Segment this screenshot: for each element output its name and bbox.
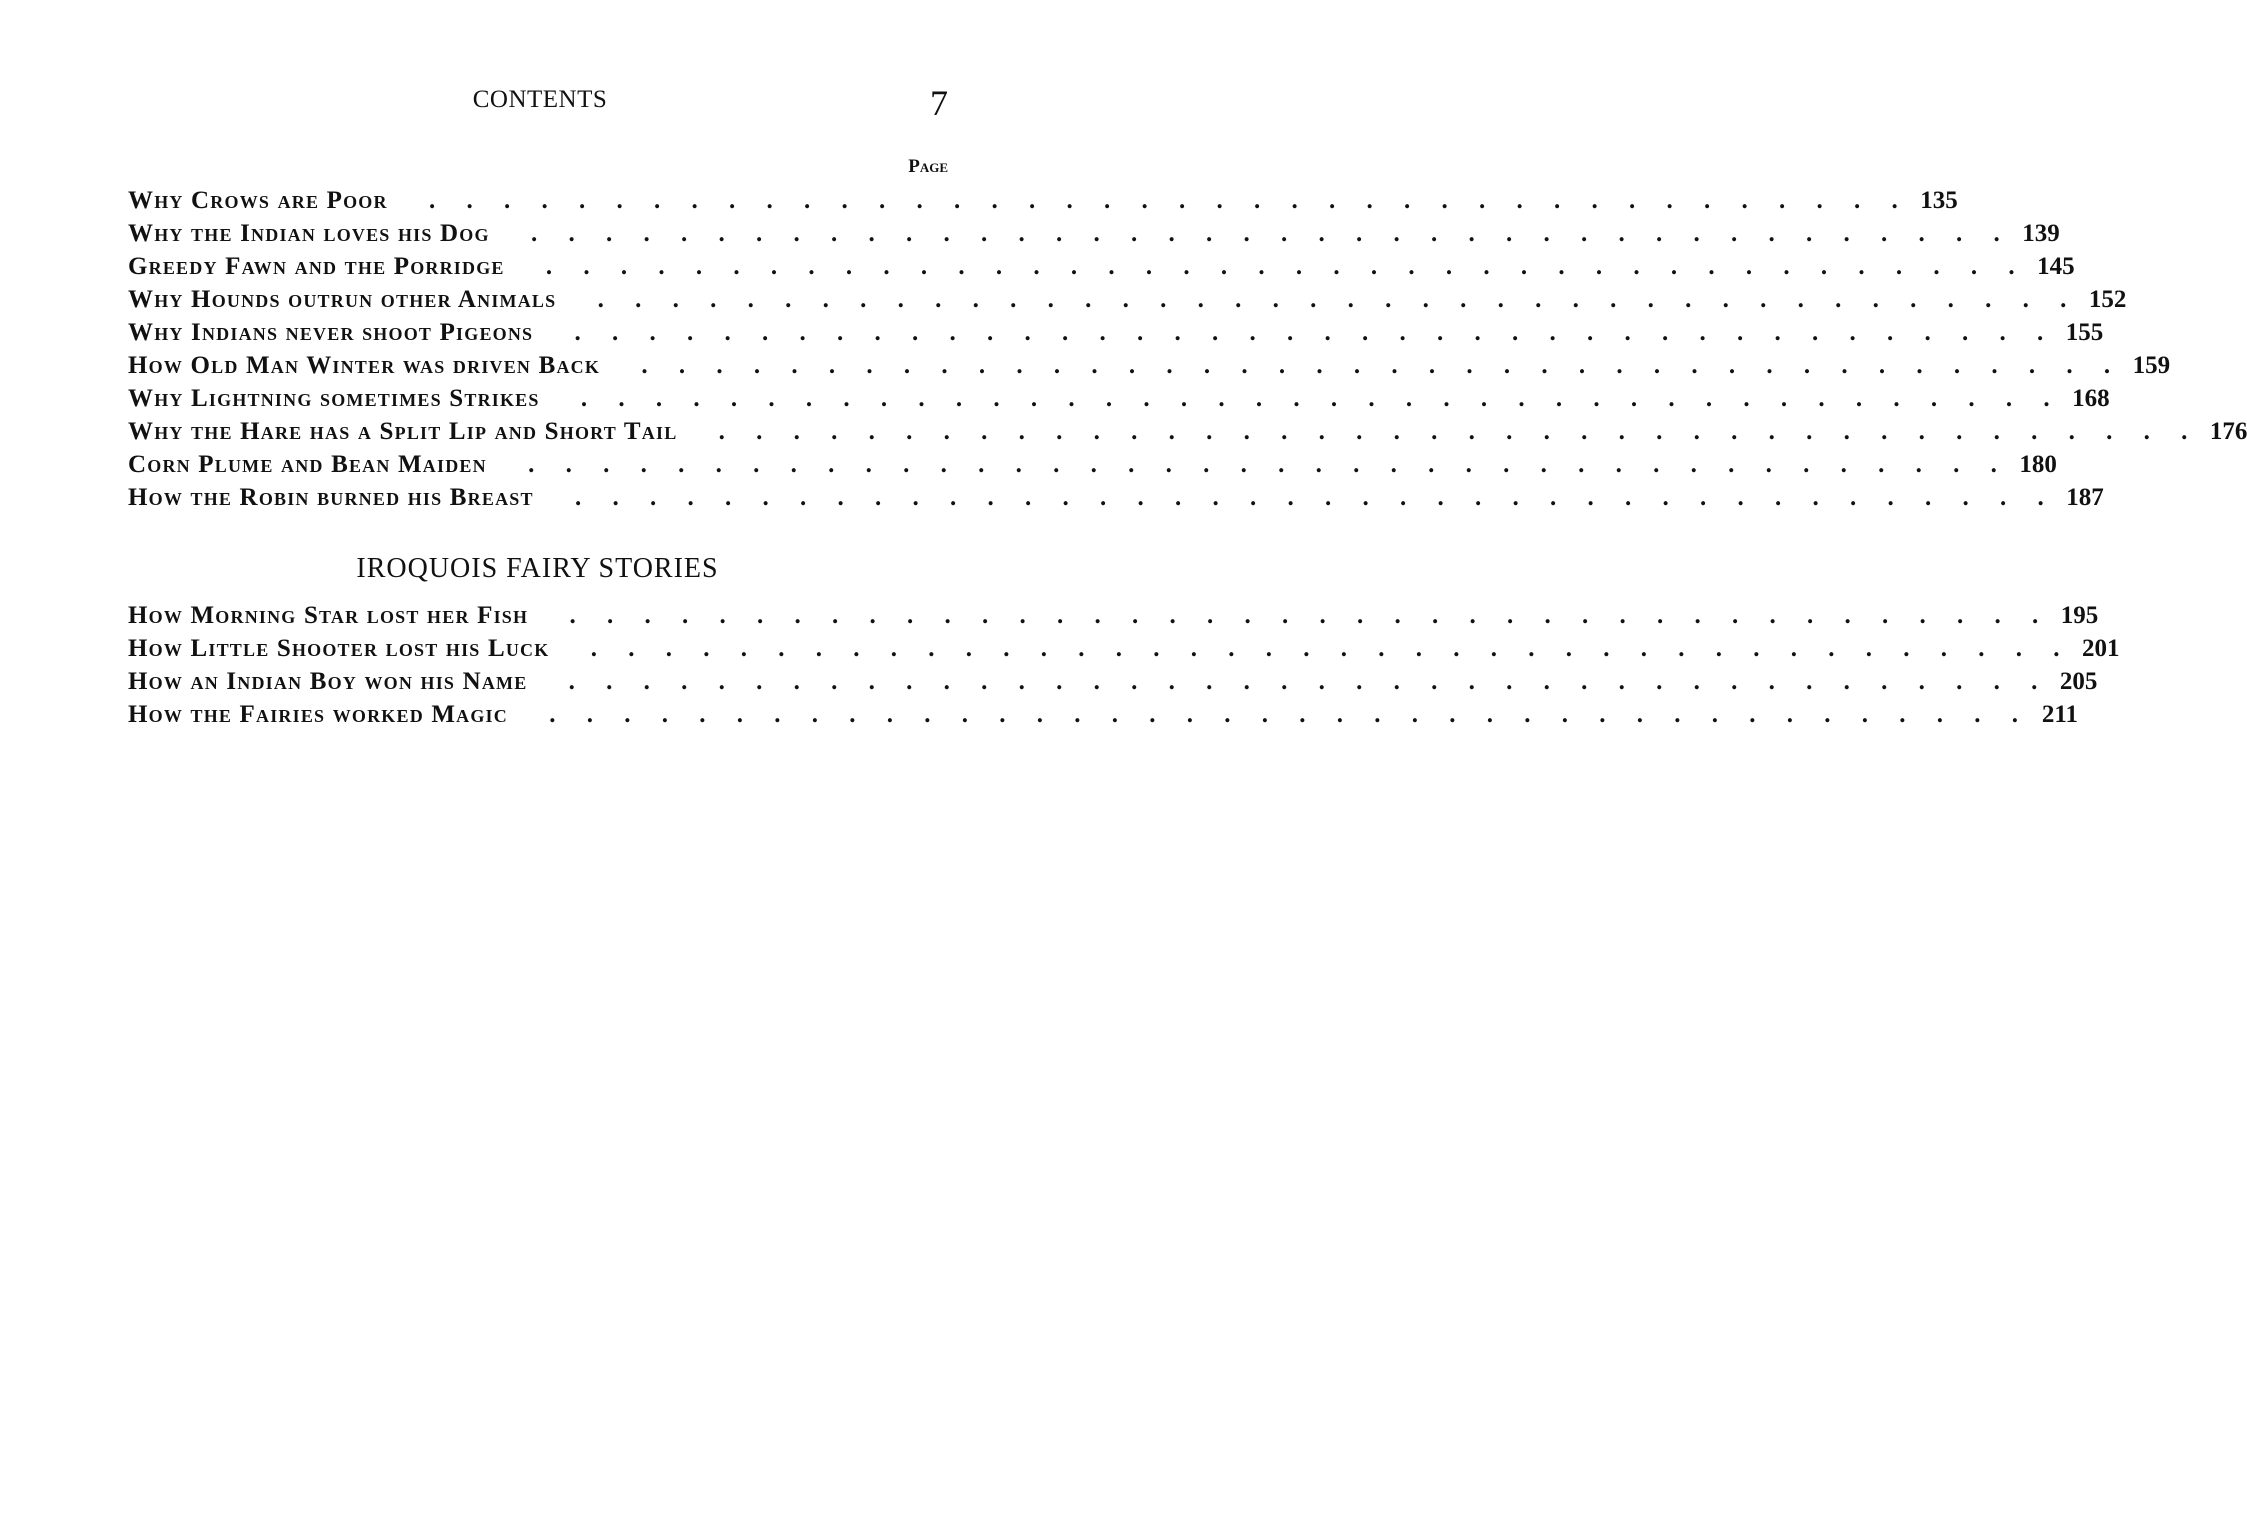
toc-entry-title: Why Crows are Poor xyxy=(128,187,388,214)
toc-entry-page: 145 xyxy=(2037,253,2075,280)
dot-leader: . . . . . . . . . . . . . . . . . . . . . . . . . . . . . . . . . . . . . . . . xyxy=(687,418,2188,445)
dot-leader: . . . . . . . . . . . . . . . . . . . . . . . . . . . . . . . . . . . . . . . . xyxy=(537,668,2038,695)
toc-entry-title: Corn Plume and Bean Maiden xyxy=(128,451,487,478)
toc-entry-title: Why the Hare has a Split Lip and Short Tail xyxy=(128,418,678,445)
toc-entry xyxy=(128,385,2110,418)
toc-entry xyxy=(128,286,2127,319)
toc-entry-page: 152 xyxy=(2088,286,2127,313)
toc-entry xyxy=(128,220,2060,253)
dot-leader: . . . . . . . . . . . . . . . . . . . . . . . . . . . . . . . . . . . . . . . . xyxy=(517,701,2018,728)
toc-entry xyxy=(128,418,2247,451)
toc-entry xyxy=(128,701,2078,734)
dot-leader: . . . . . . . . . . . . . . . . . . . . . . . . . . . . . . . . . . . . . . . . xyxy=(543,484,2044,511)
dot-leader: . . . . . . . . . . . . . . . . . . . . . . . . . . . . . . . . . . . . . . . . xyxy=(514,253,2015,280)
toc-entry-title: Why Lightning sometimes Strikes xyxy=(128,385,540,412)
toc-entry-page: 139 xyxy=(2022,220,2060,247)
toc-entry-page: 155 xyxy=(2065,319,2104,346)
toc-entry-title: How the Robin burned his Breast xyxy=(128,484,534,511)
toc-entry-page: 201 xyxy=(2081,635,2120,662)
dot-leader: . . . . . . . . . . . . . . . . . . . . . . . . . . . . . . . . . . . . . . . . xyxy=(397,187,1898,214)
dot-leader: . . . . . . . . . . . . . . . . . . . . . . . . . . . . . . . . . . . . . . . . xyxy=(543,319,2044,346)
section-heading: IROQUOIS FAIRY STORIES xyxy=(356,553,719,584)
dot-leader: . . . . . . . . . . . . . . . . . . . . . . . . . . . . . . . . . . . . . . . . xyxy=(610,352,2111,379)
toc-entry xyxy=(128,187,1958,220)
dot-leader: . . . . . . . . . . . . . . . . . . . . . . . . . . . . . . . . . . . . . . . . xyxy=(499,220,2000,247)
running-title: CONTENTS xyxy=(472,86,608,113)
toc-entry-title: How the Fairies worked Magic xyxy=(128,701,508,728)
toc-entry-page: 205 xyxy=(2059,668,2098,695)
toc-entry-page: 176 xyxy=(2209,418,2247,445)
toc-entry-page: 195 xyxy=(2060,602,2099,629)
toc-entry-title: How Old Man Winter was driven Back xyxy=(128,352,601,379)
toc-entry xyxy=(128,602,2099,635)
toc-entry-page: 187 xyxy=(2066,484,2104,511)
toc-entry xyxy=(128,352,2171,385)
toc-entry xyxy=(128,319,2104,352)
toc-entry-title: Why Hounds outrun other Animals xyxy=(128,286,557,313)
toc-entry-page: 211 xyxy=(2041,701,2078,728)
dot-leader: . . . . . . . . . . . . . . . . . . . . . . . . . . . . . . . . . . . . . . . . xyxy=(549,385,2050,412)
dot-leader: . . . . . . . . . . . . . . . . . . . . . . . . . . . . . . . . . . . . . . . . xyxy=(566,286,2067,313)
page-number: 7 xyxy=(930,83,948,123)
toc-entry xyxy=(128,668,2098,701)
page-column-label: Page xyxy=(908,156,948,177)
toc-entry-page: 168 xyxy=(2072,385,2110,412)
toc-entry-title: How Morning Star lost her Fish xyxy=(128,602,529,629)
dot-leader: . . . . . . . . . . . . . . . . . . . . . . . . . . . . . . . . . . . . . . . . xyxy=(496,451,1997,478)
toc-entry-title: Greedy Fawn and the Porridge xyxy=(128,253,505,280)
toc-entry-title: Why Indians never shoot Pigeons xyxy=(128,319,534,346)
toc-entry xyxy=(128,635,2120,668)
contents-list xyxy=(128,187,2247,517)
toc-entry-title: How Little Shooter lost his Luck xyxy=(128,635,550,662)
toc-entry-title: Why the Indian loves his Dog xyxy=(128,220,490,247)
toc-entry xyxy=(128,484,2104,517)
toc-entry xyxy=(128,253,2075,286)
dot-leader: . . . . . . . . . . . . . . . . . . . . . . . . . . . . . . . . . . . . . . . . xyxy=(559,635,2060,662)
toc-entry-page: 159 xyxy=(2132,352,2171,379)
dot-leader: . . . . . . . . . . . . . . . . . . . . . . . . . . . . . . . . . . . . . . . . xyxy=(538,602,2039,629)
section-contents-list xyxy=(128,602,2120,734)
toc-entry-page: 135 xyxy=(1920,187,1958,214)
toc-entry-title: How an Indian Boy won his Name xyxy=(128,668,528,695)
toc-entry-page: 180 xyxy=(2019,451,2057,478)
toc-entry xyxy=(128,451,2057,484)
